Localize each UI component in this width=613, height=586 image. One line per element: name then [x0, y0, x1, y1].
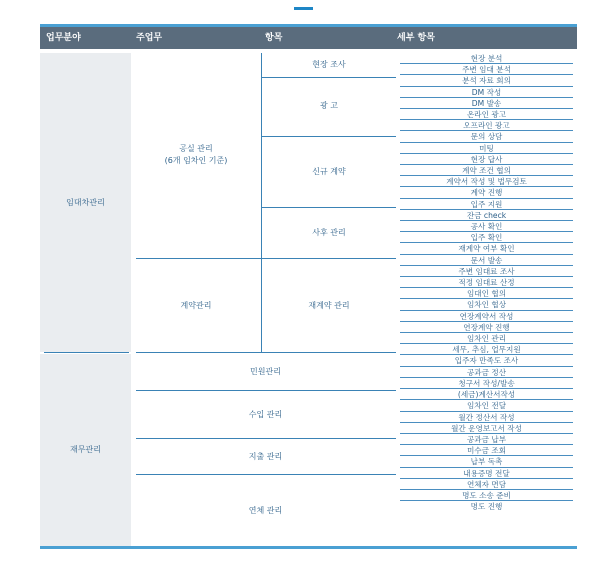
list-item: 현장 분석 [400, 53, 573, 64]
list-item: 임차인 전달 [400, 400, 573, 411]
main-task-complaint: 민원관리 [250, 367, 281, 376]
list-item: 월간 운영보고서 작성 [400, 423, 573, 434]
item-site-survey: 현장 조사 [312, 60, 346, 69]
list-item: 미수금 조회 [400, 445, 573, 456]
list-item: 임차인 협상 [400, 299, 573, 310]
header-main-task: 주업무 [136, 33, 163, 43]
item-advertising: 광 고 [320, 101, 338, 110]
list-item: 공과금 정산 [400, 367, 573, 378]
list-item: (세금)계산서작성 [400, 389, 573, 400]
list-item: 오프라인 광고 [400, 120, 573, 131]
main-task-overdue: 연체 관리 [248, 506, 283, 515]
main-task-expense: 지출 관리 [248, 452, 283, 461]
list-item: 연장계약 진행 [400, 322, 573, 333]
table-header [40, 27, 577, 49]
divider-main-contract [136, 258, 396, 259]
list-item: DM 작성 [400, 87, 573, 98]
list-item: 명도 진행 [470, 502, 503, 512]
list-item: 현장 답사 [400, 154, 573, 165]
list-item: 임대인 협의 [400, 288, 573, 299]
detail-list [400, 53, 573, 512]
main-task-vacancy [131, 53, 261, 257]
list-item: 분석 자료 회의 [400, 75, 573, 86]
list-item: 납부 독촉 [400, 456, 573, 467]
table-bottom-border [40, 546, 577, 549]
list-item: 임차인 관리 [400, 333, 573, 344]
divider-item-2 [262, 136, 396, 137]
list-item: 월간 정산서 작성 [400, 412, 573, 423]
item-renewal: 재계약 관리 [308, 300, 350, 310]
list-item: 세무, 추심, 업무지원 [400, 344, 573, 355]
header-field: 업무분야 [46, 33, 81, 43]
field-finance: 재무관리 [70, 445, 101, 454]
main-task-vacancy-subtitle: (6개 임차인 기준) [164, 156, 228, 165]
main-task-income: 수입 관리 [248, 410, 283, 419]
top-accent-bar [294, 7, 313, 10]
list-item: DM 발송 [400, 98, 573, 109]
divider-field [44, 352, 129, 353]
list-item: 공사 확인 [400, 221, 573, 232]
list-item: 잔금 check [400, 210, 573, 221]
list-item: 주변 임대료 조사 [400, 266, 573, 277]
divider-income [136, 438, 396, 439]
list-item: 입주자 만족도 조사 [400, 355, 573, 366]
list-item: 연체자 면담 [400, 479, 573, 490]
list-item: 입주 지원 [400, 199, 573, 210]
item-new-contract: 신규 계약 [312, 166, 346, 176]
list-item: 적정 임대료 산정 [400, 277, 573, 288]
list-item: 문서 발송 [400, 255, 573, 266]
divider-item-left [261, 53, 262, 352]
list-item: 재계약 여부 확인 [400, 243, 573, 254]
list-item: 온라인 광고 [400, 109, 573, 120]
list-item: 미팅 [400, 143, 573, 154]
header-detail: 세부 항목 [397, 33, 435, 43]
list-item: 공과금 납부 [400, 434, 573, 445]
list-item: 계약 조건 협의 [400, 165, 573, 176]
list-item: 연장계약서 작성 [400, 311, 573, 322]
list-item: 주변 임대 분석 [400, 64, 573, 75]
list-item: 청구서 작성/발송 [400, 378, 573, 389]
list-item: 계약서 작성 및 법무검토 [400, 176, 573, 187]
list-item: 명도 소송 준비 [400, 490, 573, 501]
list-item: 내용증명 전달 [400, 468, 573, 479]
main-task-contract: 계약관리 [180, 300, 212, 310]
list-item: 입주 확인 [400, 232, 573, 243]
divider-expense [136, 474, 396, 475]
main-task-vacancy-title: 공실 관리 [179, 144, 213, 153]
divider-item-1 [262, 77, 396, 78]
header-item: 항목 [265, 33, 283, 43]
divider-lease-end [136, 352, 396, 353]
list-item: 문의 상담 [400, 131, 573, 142]
list-item: 계약 진행 [400, 187, 573, 198]
divider-item-3 [262, 207, 396, 208]
divider-complaint [136, 390, 396, 391]
field-lease: 임대차관리 [66, 197, 105, 207]
item-post-management: 사후 관리 [312, 227, 346, 237]
